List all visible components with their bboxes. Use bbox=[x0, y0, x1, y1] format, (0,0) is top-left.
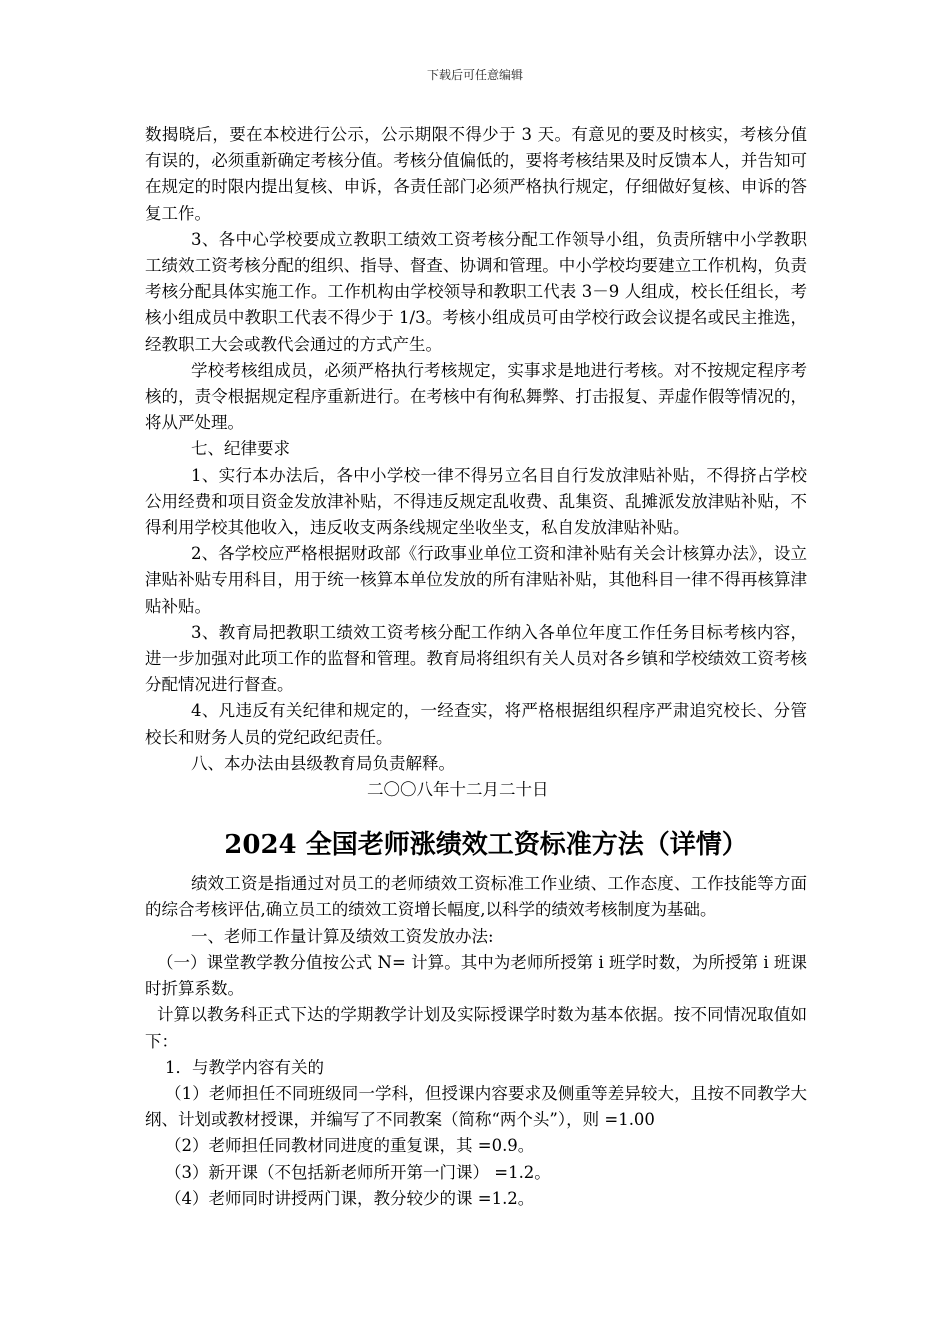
paragraph: 八、本办法由县级教育局负责解释。 bbox=[191, 753, 455, 773]
list-item: （3）新开课（不包括新老师所开第一门课） =1.2。 bbox=[165, 1162, 551, 1182]
section-heading: 一、老师工作量计算及绩效工资发放办法: bbox=[191, 926, 494, 946]
paragraph: 1、实行本办法后，各中小学校一律不得另立名目自行发放津贴补贴，不得挤占学校公用经费和项目资金发放津补贴，不得违反规定乱收费、乱集资、乱摊派发放津贴补贴，不得利用学校其他收入，违反收支两条线规定坐收坐支，私自发放津贴补贴。 bbox=[145, 465, 807, 538]
paragraph: 数揭晓后，要在本校进行公示，公示期限不得少于 3 天。有意见的要及时核实，考核分值有误的，必须重新确定考核分值。考核分值偏低的，要将考核结果及时反馈本人，并告知可在规定的时限内提出复核、申诉，各责任部门必须严格执行规定，仔细做好复核、申诉的答复工作。 bbox=[145, 125, 807, 223]
list-item: （4）老师同时讲授两门课，教分较少的课 =1.2。 bbox=[165, 1188, 535, 1208]
list-heading: 1．与教学内容有关的 bbox=[165, 1057, 324, 1077]
paragraph: 学校考核组成员，必须严格执行考核规定，实事求是地进行考核。对不按规定程序考核的，责令根据规定程序重新进行。在考核中有徇私舞弊、打击报复、弄虚作假等情况的，将从严处理。 bbox=[145, 360, 807, 433]
paragraph: 2、各学校应严格根据财政部《行政事业单位工资和津补贴有关会计核算办法》，设立津贴补贴专用科目，用于统一核算本单位发放的所有津贴补贴，其他科目一律不得再核算津贴补贴。 bbox=[145, 544, 807, 616]
document-body bbox=[145, 122, 807, 1212]
list-item: （2）老师担任同教材同进度的重复课，其 =0.9。 bbox=[165, 1136, 535, 1156]
paragraph: 4、凡违反有关纪律和规定的，一经查实，将严格根据组织程序严肃追究校长、分管校长和财务人员的党纪政纪责任。 bbox=[145, 701, 807, 747]
paragraph: 3、教育局把教职工绩效工资考核分配工作纳入各单位年度工作任务目标考核内容，进一步加强对此项工作的监督和管理。教育局将组织有关人员对各乡镇和学校绩效工资考核分配情况进行督查。 bbox=[145, 622, 807, 695]
paragraph: 计算以教务科正式下达的学期教学计划及实际授课学时数为基本依据。按不同情况取值如下： bbox=[145, 1005, 807, 1051]
article-title: 2024 全国老师涨绩效工资标准方法（详情） bbox=[224, 830, 748, 861]
paragraph: 3、各中心学校要成立教职工绩效工资考核分配工作领导小组，负责所辖中小学教职工绩效工资考核分配的组织、指导、督查、协调和管理。中小学校均要建立工作机构，负责考核分配具体实施工作。工作机构由学校领导和教职工代表 3－9 人组成，校长任组长，考核小组成员中教职工代表不得少于 1/3。考核小组成员可由学校行政会议提名或民主推选，经教职工大会或教代会通过的方式产生。 bbox=[145, 229, 807, 354]
list-item: （1）老师担任不同班级同一学科，但授课内容要求及侧重等差异较大，且按不同教学大纲、计划或教材授课，并编写了不同教案（简称“两个头”），则 =1.00 bbox=[145, 1083, 807, 1130]
page-header: 下载后可任意编辑 bbox=[426, 68, 523, 82]
document-date: 二〇〇八年十二月二十日 bbox=[367, 780, 549, 800]
section-heading: 七、纪律要求 bbox=[191, 439, 290, 459]
paragraph: 绩效工资是指通过对员工的老师绩效工资标准工作业绩、工作态度、工作技能等方面的综合考核评估,确立员工的绩效工资增长幅度,以科学的绩效考核制度为基础。 bbox=[145, 874, 807, 920]
paragraph: （一）课堂教学教分值按公式 N= 计算。其中为老师所授第 i 班学时数，为所授第 i 班课时折算系数。 bbox=[145, 952, 807, 999]
